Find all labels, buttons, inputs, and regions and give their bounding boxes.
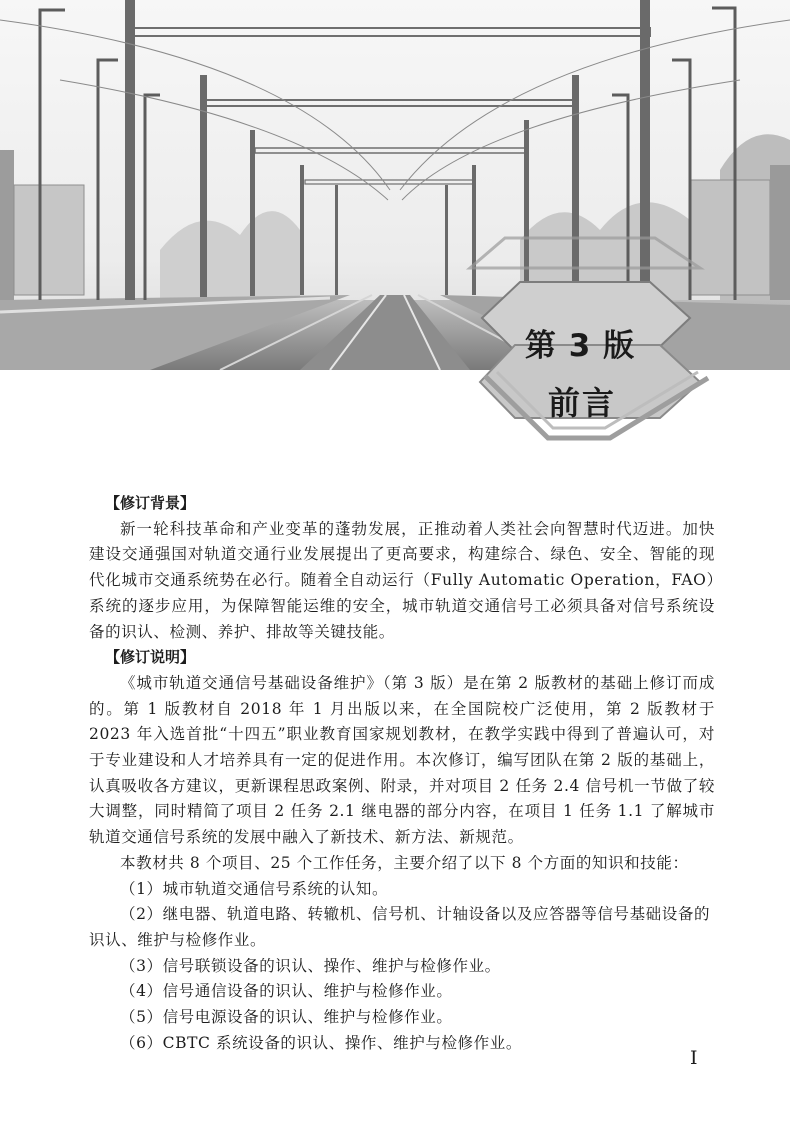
list-item: （3）信号联锁设备的识认、操作、维护与检修作业。 [120,956,501,975]
paragraph: 本教材共 8 个项目、25 个工作任务，主要介绍了以下 8 个方面的知识和技能： [120,853,689,872]
preface-body [89,491,715,1056]
section-heading: 【修订说明】 [105,648,196,667]
list-item: （5）信号电源设备的识认、维护与检修作业。 [120,1008,453,1027]
list-item: （1）城市轨道交通信号系统的认知。 [120,879,389,898]
list-item: （6）CBTC 系统设备的识认、操作、维护与检修作业。 [120,1033,522,1052]
page-title: 前言 [547,384,616,422]
paragraph: 《城市轨道交通信号基础设备维护》（第 3 版）是在第 2 版教材的基础上修订而成的。第 1 版教材自 2018 年 1 月出版以来，在全国院校广泛使用，第 2 版教材于 2023 年入选首批“十四五”职业教育国家规划教材，在教学实践中得到了普遍认可，对于专业建设和人才培养具有一定的促进作用。本次修订，编写团队在第 2 版的基础上，认真吸收各方建议，更新课程思政案例、附录，并对项目 2 任务 2.4 信号机一节做了较大调整，同时精简了项目 2 任务 2.1 继电器的部分内容，在项目 1 任务 1.1 了解城市轨道交通信号系统的发展中融入了新技术、新方法、新规范。 [89,673,715,847]
list-item: （4）信号通信设备的识认、维护与检修作业。 [120,982,453,1001]
title-badge-shape [0,340,790,460]
paragraph: 新一轮科技革命和产业变革的蓬勃发展，正推动着人类社会向智慧时代迈进。加快建设交通强国对轨道交通行业发展提出了更高要求，构建综合、绿色、安全、智能的现代化城市交通系统势在必行。随着全自动运行（Fully Automatic Operation，FAO）系统的逐步应用，为保障智能运维的安全，城市轨道交通信号工必须具备对信号系统设备的识认、检测、养护、排故等关键技能。 [89,519,715,641]
list-item: （2）继电器、轨道电路、转辙机、信号机、计轴设备以及应答器等信号基础设备的识认、维护与检修作业。 [89,905,711,949]
section-heading: 【修订背景】 [105,494,196,512]
railway-photo [0,0,790,370]
edition-label: 第 3 版 [524,328,636,364]
header-banner [0,0,790,370]
page-number: I [690,1047,698,1069]
